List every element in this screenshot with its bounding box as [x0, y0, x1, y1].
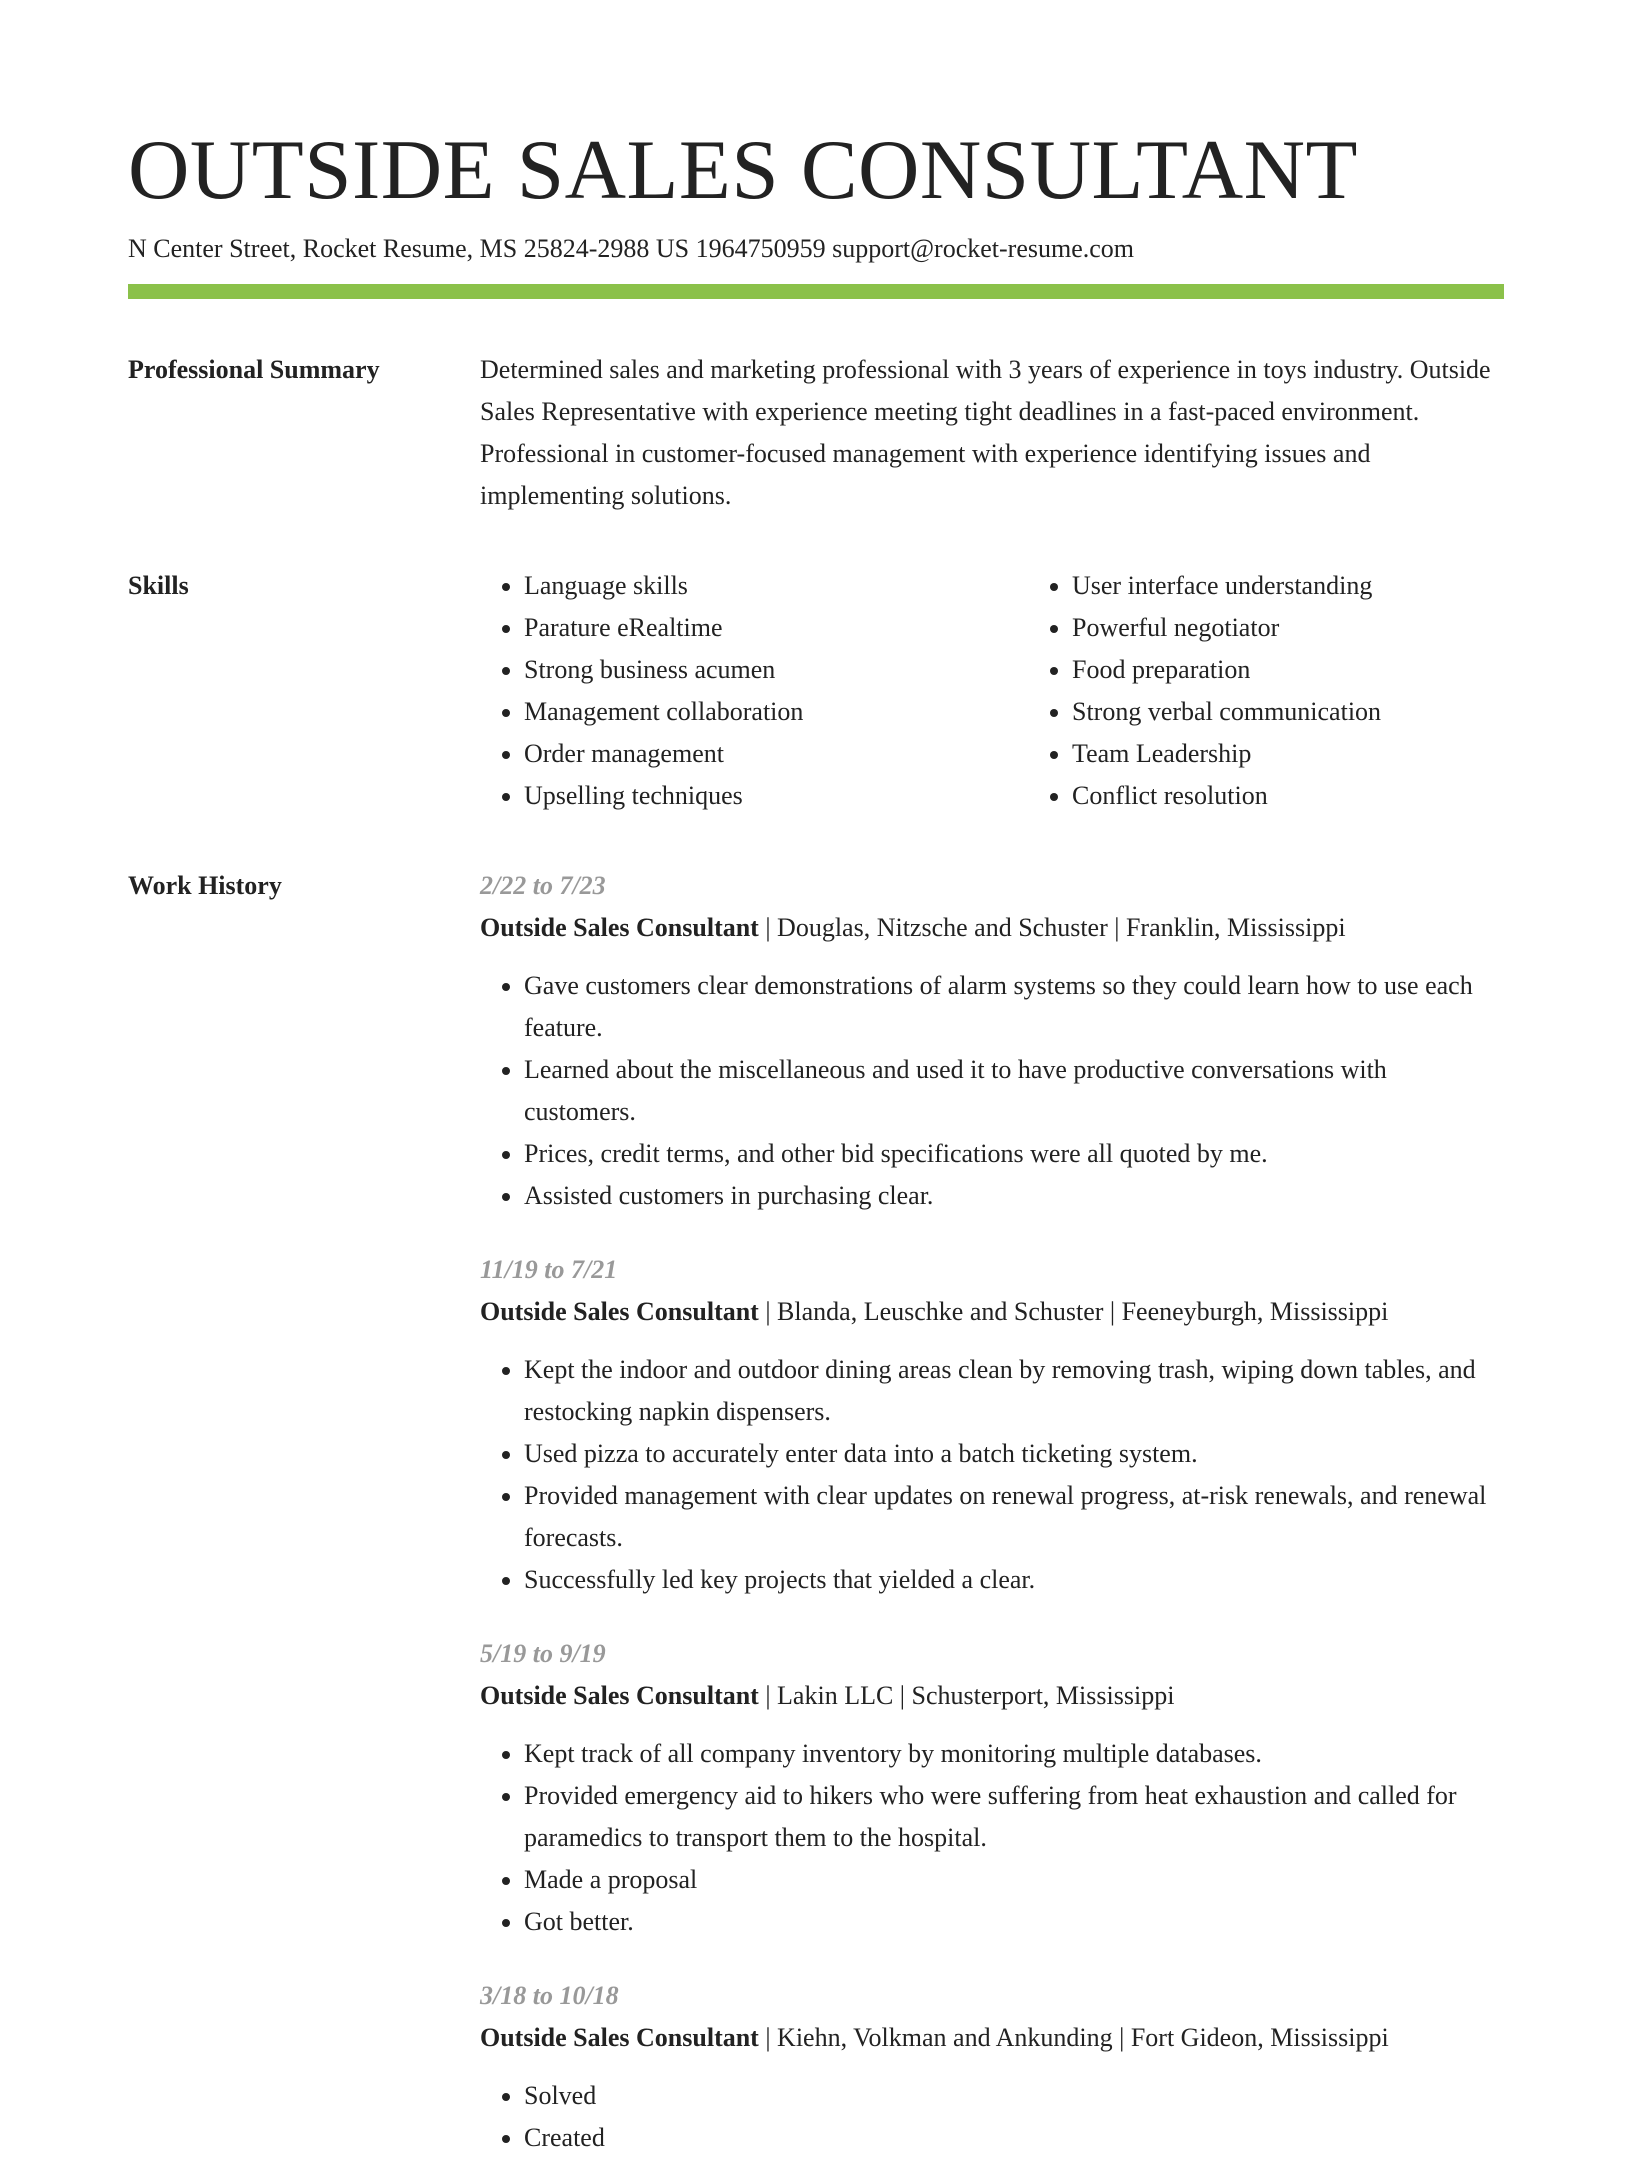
job-entry	[480, 1633, 1504, 1943]
job-dates: 5/19 to 9/19	[480, 1639, 606, 1668]
skill-item: • Parature eRealtime	[524, 607, 1028, 649]
job-dates: 2/22 to 7/23	[480, 871, 606, 900]
contact-line: N Center Street, Rocket Resume, MS 25824-2988 US 1964750959 support@rocket-resume.com	[128, 234, 1135, 263]
duty-item: • Successfully led key projects that yielded a clear.	[524, 1559, 1504, 1601]
duty-item: • Made a proposal	[524, 1859, 1504, 1901]
job-role	[480, 2017, 1504, 2059]
skill-item: • Strong verbal communication	[1072, 691, 1504, 733]
skill-item: • Language skills	[524, 565, 1028, 607]
job-entry	[480, 1975, 1504, 2159]
duty-item: • Assisted customers in purchasing clear.	[524, 1175, 1504, 1217]
skill-item: • Management collaboration	[524, 691, 1028, 733]
work-history-heading: Work History	[128, 871, 282, 900]
duty-item: • Learned about the miscellaneous and used it to have productive conversations with customers.	[524, 1049, 1504, 1133]
duty-item: • Kept the indoor and outdoor dining areas clean by removing trash, wiping down tables, and restocking napkin dispensers.	[524, 1349, 1504, 1433]
job-employer-location: | Lakin LLC | Schusterport, Mississippi	[758, 1681, 1175, 1710]
duty-item: • Prices, credit terms, and other bid specifications were all quoted by me.	[524, 1133, 1504, 1175]
work-history-section	[128, 865, 1504, 2159]
summary-text: Determined sales and marketing professional with 3 years of experience in toys industry. Outside Sales Representative with experience meeting tight deadlines in a fast-paced environment. Professional in customer-focused management with experience identifying issues and implementing solutions.	[480, 355, 1491, 510]
skill-item: • Upselling techniques	[524, 775, 1028, 817]
job-title: Outside Sales Consultant	[480, 1681, 759, 1710]
duty-item: • Used pizza to accurately enter data into a batch ticketing system.	[524, 1433, 1504, 1475]
job-entry	[480, 865, 1504, 1217]
duty-item: • Created	[524, 2117, 1504, 2159]
job-role	[480, 907, 1504, 949]
skills-column-left	[480, 565, 1028, 817]
job-role	[480, 1291, 1504, 1333]
job-duties	[480, 2075, 1504, 2159]
duty-item: • Kept track of all company inventory by monitoring multiple databases.	[524, 1733, 1504, 1775]
job-entry	[480, 1249, 1504, 1601]
duty-item: • Solved	[524, 2075, 1504, 2117]
job-dates: 11/19 to 7/21	[480, 1255, 618, 1284]
skill-item: • Conflict resolution	[1072, 775, 1504, 817]
skills-heading: Skills	[128, 571, 189, 600]
job-dates: 3/18 to 10/18	[480, 1981, 619, 2010]
duty-item: • Got better.	[524, 1901, 1504, 1943]
summary-section	[128, 349, 1504, 517]
skills-section	[128, 565, 1504, 817]
job-employer-location: | Douglas, Nitzsche and Schuster | Franklin, Mississippi	[758, 913, 1346, 942]
job-duties	[480, 965, 1504, 1217]
job-duties	[480, 1733, 1504, 1943]
work-history-list	[480, 865, 1504, 2159]
skill-item: • Order management	[524, 733, 1028, 775]
job-title: Outside Sales Consultant	[480, 2023, 759, 2052]
job-role	[480, 1675, 1504, 1717]
duty-item: • Provided management with clear updates on renewal progress, at-risk renewals, and renewal forecasts.	[524, 1475, 1504, 1559]
job-employer-location: | Kiehn, Volkman and Ankunding | Fort Gideon, Mississippi	[758, 2023, 1389, 2052]
summary-heading: Professional Summary	[128, 355, 380, 384]
duty-item: • Gave customers clear demonstrations of alarm systems so they could learn how to use each feature.	[524, 965, 1504, 1049]
skills-list	[480, 565, 1504, 817]
skill-item: • Strong business acumen	[524, 649, 1028, 691]
skill-item: • Powerful negotiator	[1072, 607, 1504, 649]
job-title: Outside Sales Consultant	[480, 913, 759, 942]
job-duties	[480, 1349, 1504, 1601]
candidate-name: OUTSIDE SALES CONSULTANT	[128, 123, 1358, 217]
job-employer-location: | Blanda, Leuschke and Schuster | Feeneyburgh, Mississippi	[758, 1297, 1389, 1326]
skill-item: • Team Leadership	[1072, 733, 1504, 775]
resume-page	[128, 118, 1504, 2159]
skills-column-right	[1028, 565, 1504, 817]
accent-divider	[128, 284, 1504, 299]
job-title: Outside Sales Consultant	[480, 1297, 759, 1326]
skill-item: • Food preparation	[1072, 649, 1504, 691]
duty-item: • Provided emergency aid to hikers who were suffering from heat exhaustion and called for paramedics to transport them to the hospital.	[524, 1775, 1504, 1859]
skill-item: • User interface understanding	[1072, 565, 1504, 607]
